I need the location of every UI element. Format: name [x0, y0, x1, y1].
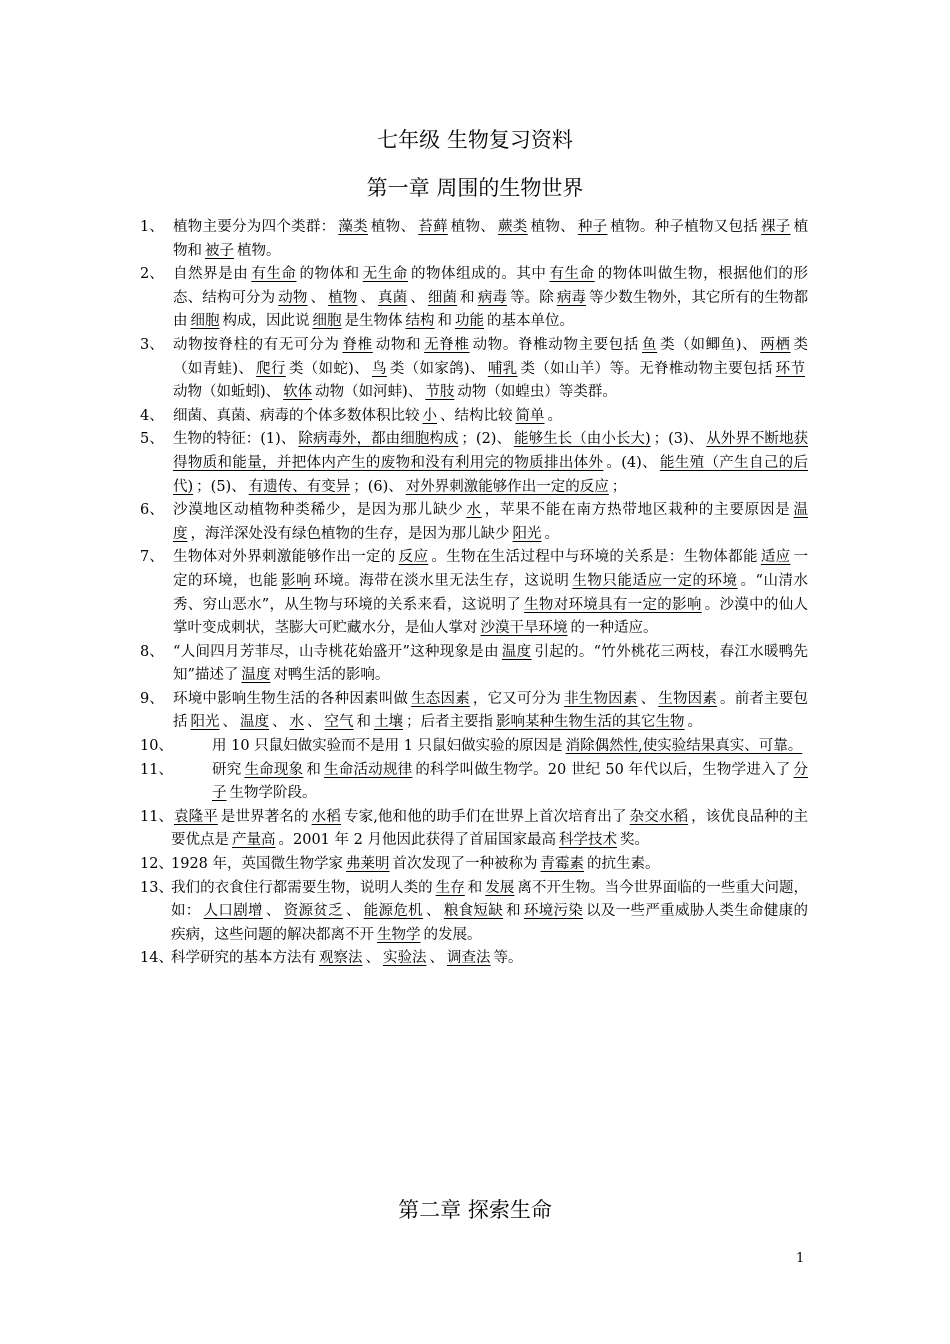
filled-answer-blank: 病毒	[477, 289, 507, 306]
question-text-segment: 、	[222, 714, 237, 731]
question-number: 6、	[140, 502, 164, 519]
question-text	[173, 334, 808, 405]
filled-answer-blank: 哺乳	[487, 360, 518, 377]
filled-answer-blank: 温度	[241, 667, 271, 684]
filled-answer-blank: 无脊椎	[424, 336, 470, 353]
question-text-segment: 离不开生物。当今世界面临的一些重大问题，如：	[171, 879, 809, 920]
filled-answer-blank: 生物因素	[658, 690, 718, 707]
question-text-segment: 、	[272, 714, 287, 731]
question-item	[140, 263, 808, 334]
filled-answer-blank: 苔藓	[418, 219, 448, 235]
filled-answer-blank: 产量高	[232, 832, 276, 849]
filled-answer-blank: 非生物因素	[564, 690, 638, 707]
question-text-segment: 环境中影响生物生活的各种因素叫做	[173, 690, 409, 707]
question-item	[140, 428, 808, 499]
question-text-segment: 类（如蛇)、	[288, 360, 369, 377]
question-number: 7、	[140, 549, 164, 566]
filled-answer-blank: 观察法	[319, 950, 363, 967]
question-text-segment: 环境。海带在淡水里无法生存，这说明	[314, 572, 570, 589]
question-text-segment: 和	[306, 761, 322, 778]
filled-answer-blank: 裸子	[761, 219, 791, 235]
question-text-segment: ，苹果不能在南方热带地区栽种的主要原因是	[484, 502, 791, 519]
filled-answer-blank: 细胞	[312, 313, 342, 330]
filled-answer-blank: 调查法	[447, 950, 491, 967]
question-number: 13、	[140, 879, 173, 896]
question-text-segment: 动物按脊柱的有无可分为	[173, 336, 340, 353]
question-text	[171, 853, 808, 877]
question-text-segment: 。	[544, 525, 559, 542]
filled-answer-blank: 沙漠干旱环境	[480, 620, 568, 637]
filled-answer-blank: 结构	[405, 313, 435, 330]
question-text-segment: 。“山清水秀、穷山恶水”，从生物与环境的关系来看，这说明了	[173, 572, 809, 613]
question-text-segment: 动物（如蚯蚓)、	[173, 384, 281, 401]
question-text-segment: 生物体对外界刺激能够作出一定的	[173, 549, 396, 566]
question-text	[173, 428, 808, 499]
question-text	[173, 263, 808, 334]
question-text-segment: “人间四月芳菲尽，山寺桃花始盛开”这种现象是由	[173, 643, 499, 660]
question-text-segment: 类（如家鸽)、	[389, 360, 485, 377]
question-text-segment: 植物和	[173, 219, 809, 259]
question-text-segment: 植物。种子植物又包括	[610, 219, 759, 235]
filled-answer-blank: 影响	[281, 572, 312, 589]
question-text-segment: 和	[506, 903, 521, 920]
filled-answer-blank: 生存	[435, 879, 465, 896]
filled-answer-blank: 温度	[501, 643, 532, 660]
question-text-segment: 用 10 只鼠妇做实验而不是用 1 只鼠妇做实验的原因是	[212, 738, 563, 755]
question-text-segment: 植物、	[530, 219, 575, 235]
filled-answer-blank: 发展	[485, 879, 515, 896]
filled-answer-blank: 节肢	[425, 384, 455, 401]
question-text	[173, 405, 808, 429]
question-text-segment: ；后者主要指	[406, 714, 493, 731]
filled-answer-blank: 小	[422, 407, 437, 424]
question-text-segment: 、	[640, 690, 656, 707]
question-text-segment: 植物。	[237, 242, 281, 259]
filled-answer-blank: 生物只能适应一定的环境	[572, 572, 738, 589]
question-text-segment: 的发展。	[423, 926, 482, 943]
question-number: 14、	[140, 950, 173, 967]
filled-answer-blank: 生命现象	[244, 761, 304, 778]
filled-answer-blank: 蕨类	[498, 219, 528, 235]
filled-answer-blank: 环节	[775, 360, 806, 377]
filled-answer-blank: 消除偶然性,使实验结果真实、可靠。	[565, 738, 803, 755]
question-item	[140, 216, 808, 263]
filled-answer-blank: 能生殖（产生自己的后代)	[173, 454, 808, 495]
question-text-segment: 类（如鲫鱼)、	[660, 336, 758, 353]
question-item	[140, 499, 808, 546]
filled-answer-blank: 粮食短缺	[443, 903, 504, 920]
question-text-segment: 和	[437, 313, 452, 330]
question-item	[140, 546, 808, 640]
filled-answer-blank: 青霉素	[540, 856, 585, 873]
question-item	[140, 806, 808, 853]
question-text-segment: 以及一些严重威胁人类生命健康的疾病，这些问题的解决都离不开	[171, 903, 808, 943]
filled-answer-blank: 藻类	[338, 219, 368, 235]
filled-answer-blank: 从外界不断地获得物质和能量，并把体内产生的废物和没有利用完的物质排出体外	[173, 431, 809, 471]
filled-answer-blank: 简单	[515, 407, 545, 424]
question-list	[140, 216, 808, 971]
question-text-segment: 、	[345, 903, 361, 920]
question-text-segment: 、	[310, 289, 326, 306]
filled-answer-blank: 弗莱明	[346, 856, 390, 873]
question-text	[173, 499, 808, 546]
question-item	[140, 334, 808, 405]
question-text-segment: 、	[426, 903, 441, 920]
filled-answer-blank: 种子	[577, 219, 608, 235]
filled-answer-blank: 袁隆平	[174, 808, 218, 825]
question-text-segment: 和	[467, 879, 483, 896]
question-text-segment: 的一种适应。	[570, 620, 658, 637]
filled-answer-blank: 实验法	[383, 950, 427, 967]
question-text-segment: 一定的环境，也能	[173, 549, 809, 589]
filled-answer-blank: 影响某种生物生活的其它生物	[496, 714, 685, 731]
question-text-segment: 、	[410, 289, 425, 306]
question-number: 5、	[140, 431, 164, 448]
question-text-segment: 动物（如蝗虫）等类群。	[457, 384, 617, 401]
filled-answer-blank: 资源贫乏	[283, 903, 343, 920]
question-text-segment: 沙漠地区动植物种类稀少，是因为那儿缺少	[173, 502, 464, 519]
filled-answer-blank: 水	[289, 714, 304, 731]
question-number: 11、	[140, 808, 173, 825]
filled-answer-blank: 阳光	[512, 525, 542, 542]
question-text-segment: 的物体叫做生物，根据他们的形态、结构可分为	[173, 266, 808, 306]
question-text-segment: 专家,他和他的助手们在世界上首次培育出了	[343, 808, 627, 825]
question-text-segment: 等少数生物外，其它所有的生物都由	[173, 289, 809, 330]
question-text-segment: 。	[687, 714, 702, 731]
filled-answer-blank: 人口剧增	[203, 903, 263, 920]
filled-answer-blank: 细胞	[190, 313, 220, 330]
question-text-segment: 、	[365, 950, 380, 967]
question-item	[140, 405, 808, 429]
question-text-segment: 构成，因此说	[222, 313, 310, 330]
question-text-segment: 和	[356, 714, 371, 731]
question-text-segment: 植物、	[370, 219, 416, 235]
question-text-segment: 、	[265, 903, 281, 920]
question-text-segment: 、	[307, 714, 322, 731]
question-text-segment: 的物体组成的。其中	[410, 266, 547, 283]
question-item	[140, 688, 808, 735]
filled-answer-blank: 温度	[173, 502, 809, 542]
filled-answer-blank: 细菌	[427, 289, 458, 306]
question-text-segment: 、结构比较	[440, 407, 513, 424]
question-text-segment: 。前者主要包括	[173, 690, 809, 731]
question-text-segment: ；(3)、	[653, 431, 704, 448]
question-text	[212, 759, 808, 806]
question-text-segment: 和	[460, 289, 475, 306]
question-text	[171, 947, 808, 971]
question-text-segment: 的物体和	[299, 266, 360, 283]
question-number: 4、	[140, 407, 164, 424]
question-number: 11、	[140, 761, 173, 778]
question-number: 3、	[140, 336, 164, 353]
question-text-segment: 科学研究的基本方法有	[171, 950, 316, 967]
chapter-two-heading: 第二章 探索生命	[398, 1198, 552, 1222]
filled-answer-blank: 杂交水稻	[629, 808, 689, 825]
question-text-segment: 。(4)、	[606, 454, 657, 471]
filled-answer-blank: 能源危机	[363, 903, 423, 920]
question-item	[140, 877, 808, 948]
question-text-segment: ，它又可分为	[472, 690, 562, 707]
question-text-segment: 类（如青蛙)、	[173, 336, 809, 377]
question-text-segment: 、	[429, 950, 444, 967]
question-text-segment: 自然界是由	[173, 266, 249, 283]
question-text-segment: ；(5)、	[196, 478, 246, 495]
filled-answer-blank: 有遗传、有变异	[248, 478, 351, 495]
question-item	[140, 735, 808, 759]
filled-answer-blank: 动物	[278, 289, 308, 306]
question-text-segment: 动物。脊椎动物主要包括	[472, 336, 640, 353]
filled-answer-blank: 鱼	[642, 336, 658, 353]
question-text-segment: 研究	[212, 761, 242, 778]
question-text-segment: 是生物体	[344, 313, 403, 330]
filled-answer-blank: 反应	[398, 549, 429, 566]
question-item	[140, 853, 808, 877]
question-text-segment: 1928 年，英国微生物学家	[171, 856, 344, 873]
filled-answer-blank: 空气	[324, 714, 354, 731]
question-number: 12、	[140, 856, 173, 873]
document-title: 七年级 生物复习资料	[377, 128, 573, 152]
question-text-segment: 。	[547, 407, 562, 424]
filled-answer-blank: 水	[466, 502, 482, 519]
question-text-segment: 首次发现了一种被称为	[392, 856, 538, 873]
question-text-segment: ，海洋深处没有绿色植物的生存，是因为那儿缺少	[190, 525, 510, 542]
filled-answer-blank: 生命活动规律	[324, 761, 413, 778]
question-text-segment: 的抗生素。	[587, 856, 660, 873]
question-text-segment: 是世界著名的	[220, 808, 309, 825]
filled-answer-blank: 环境污染	[523, 903, 584, 920]
question-text	[173, 546, 808, 640]
question-text-segment: 的基本单位。	[487, 313, 574, 330]
question-text	[212, 735, 808, 759]
filled-answer-blank: 有生命	[549, 266, 595, 283]
question-text-segment: 对鸭生活的影响。	[273, 667, 390, 684]
question-number: 1、	[140, 219, 164, 235]
filled-answer-blank: 能够生长（由小长大)	[514, 431, 651, 448]
question-text-segment: 植物主要分为四个类群：	[173, 219, 336, 235]
question-item	[140, 641, 808, 688]
question-number: 2、	[140, 266, 164, 283]
question-text-segment: 引起的。“竹外桃花三两枝，春江水暖鸭先知”描述了	[173, 643, 809, 684]
question-item	[140, 759, 808, 806]
filled-answer-blank: 温度	[240, 714, 269, 731]
question-text-segment: ；(6)、	[353, 478, 403, 495]
filled-answer-blank: 对外界刺激能够作出一定的反应	[405, 478, 609, 495]
filled-answer-blank: 软体	[283, 384, 313, 401]
question-text-segment: 类（如山羊）等。无脊椎动物主要包括	[520, 360, 773, 377]
question-text-segment: 我们的衣食住行都需要生物，说明人类的	[171, 879, 433, 896]
question-text-segment: 。2001 年 2 月他因此获得了首届国家最高	[278, 832, 556, 849]
filled-answer-blank: 生物学	[377, 926, 421, 943]
question-text-segment: 等。	[493, 950, 523, 967]
question-text	[173, 641, 808, 688]
question-text-segment: 植物、	[450, 219, 496, 235]
filled-answer-blank: 植物	[328, 289, 358, 306]
question-text-segment: 生物学阶段。	[229, 785, 317, 802]
question-text	[171, 806, 808, 853]
filled-answer-blank: 土壤	[374, 714, 403, 731]
filled-answer-blank: 生物对环境具有一定的影响	[524, 596, 702, 613]
question-text-segment: 生物的特征：(1)、	[173, 431, 296, 448]
filled-answer-blank: 鸟	[371, 360, 387, 377]
question-text-segment: 动物和	[375, 336, 422, 353]
question-text-segment: 等。除	[509, 289, 554, 306]
filled-answer-blank: 阳光	[190, 714, 220, 731]
filled-answer-blank: 除病毒外，都由细胞构成	[298, 431, 459, 448]
filled-answer-blank: 脊椎	[342, 336, 373, 353]
filled-answer-blank: 真菌	[378, 289, 408, 306]
question-text-segment: 、	[360, 289, 376, 306]
filled-answer-blank: 科学技术	[558, 832, 617, 849]
filled-answer-blank: 适应	[760, 549, 791, 566]
filled-answer-blank: 分子	[212, 761, 809, 802]
question-number: 9、	[140, 690, 164, 707]
question-text-segment: ；(2)、	[461, 431, 512, 448]
filled-answer-blank: 爬行	[256, 360, 286, 377]
chapter-one-heading: 第一章 周围的生物世界	[366, 176, 584, 200]
filled-answer-blank: 两栖	[760, 336, 791, 353]
question-number: 10、	[140, 738, 173, 755]
question-text	[173, 688, 808, 735]
question-text	[173, 216, 808, 263]
filled-answer-blank: 无生命	[362, 266, 408, 283]
question-text-segment: 动物（如河蚌)、	[315, 384, 423, 401]
question-text-segment: ，该优良品种的主要优点是	[171, 808, 809, 849]
question-text-segment: 。沙漠中的仙人掌叶变成刺状，茎膨大可贮藏水分，是仙人掌对	[173, 596, 808, 637]
filled-answer-blank: 病毒	[556, 289, 587, 306]
filled-answer-blank: 水稻	[311, 808, 341, 825]
filled-answer-blank: 被子	[205, 242, 234, 259]
question-text-segment: ；	[611, 478, 627, 495]
filled-answer-blank: 生态因素	[411, 690, 470, 707]
question-item	[140, 947, 808, 971]
filled-answer-blank: 功能	[455, 313, 484, 330]
question-text-segment: 奖。	[619, 832, 649, 849]
question-number: 8、	[140, 643, 164, 660]
question-text-segment: 细菌、真菌、病毒的个体多数体积比较	[173, 407, 420, 424]
question-text	[171, 877, 808, 948]
question-text-segment: 。生物在生活过程中与环境的关系是：生物体都能	[431, 549, 758, 566]
page-number: 1	[796, 1251, 805, 1266]
question-text-segment: 的科学叫做生物学。20 世纪 50 年代以后，生物学进入了	[415, 761, 791, 778]
filled-answer-blank: 有生命	[251, 266, 297, 283]
